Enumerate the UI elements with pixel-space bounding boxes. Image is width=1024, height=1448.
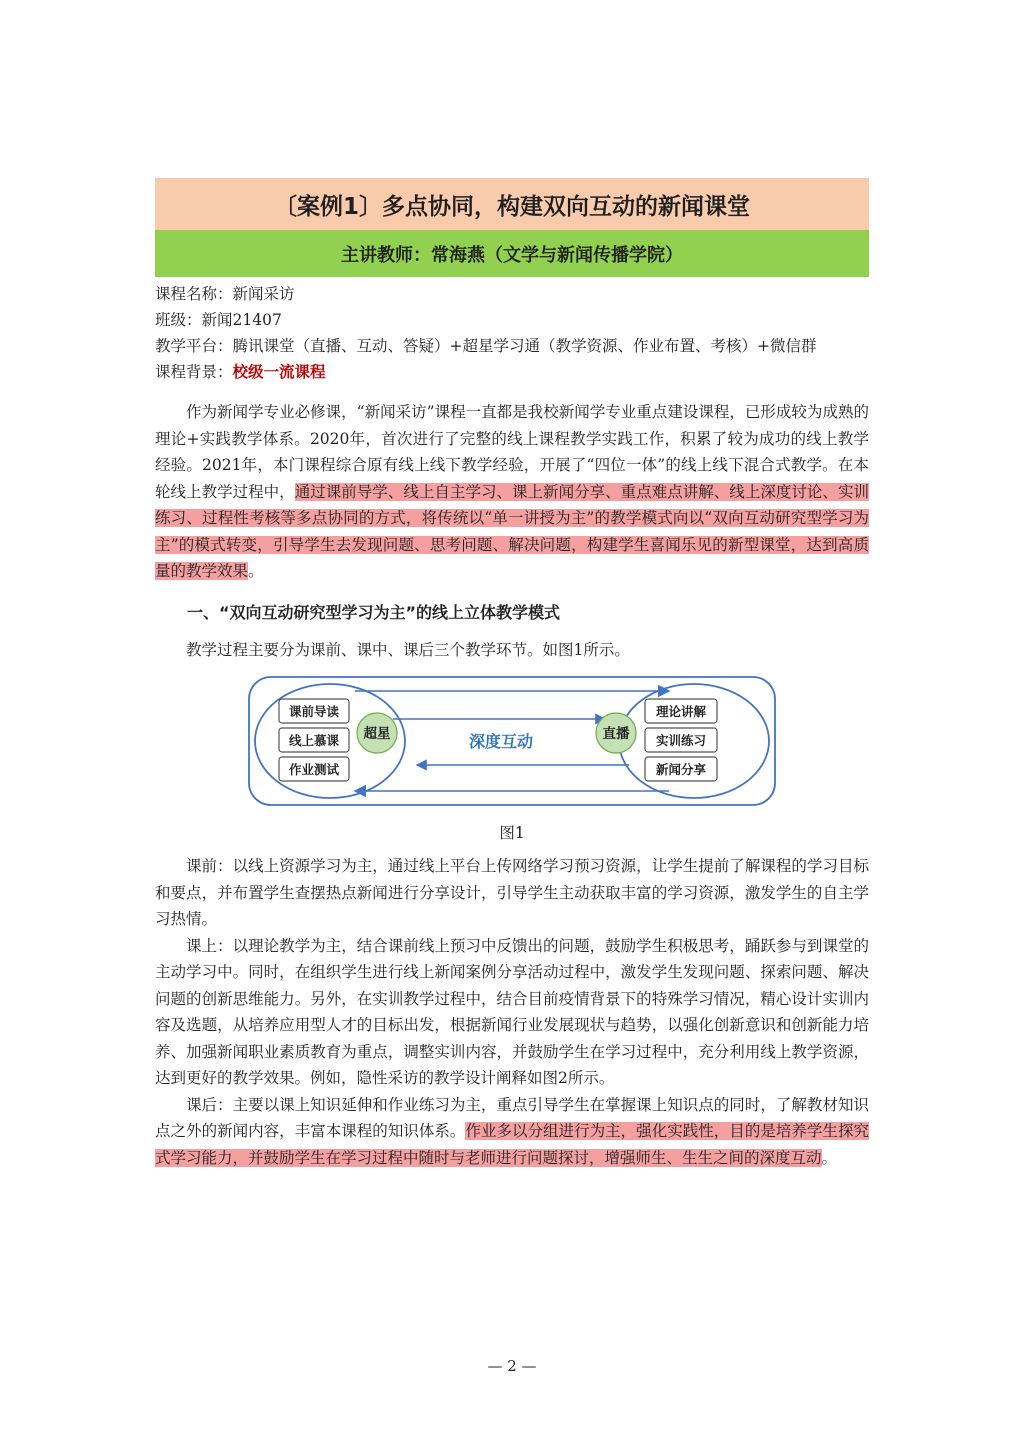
page-number: — 2 — [487,1357,537,1375]
svg-text:作业测试: 作业测试 [288,762,340,777]
left-item-2 [279,728,349,752]
class-value: 新闻21407 [201,311,282,329]
after-class-end: 。 [821,1148,838,1167]
svg-text:实训练习: 实训练习 [655,733,707,748]
document-body [155,178,869,1171]
svg-text:超星: 超星 [363,726,391,742]
teacher-banner: 主讲教师：常海燕（文学与新闻传播学院） [155,230,869,277]
after-class-highlight: 作业多以分组进行为主，强化实践性，目的是培养学生探究式学习能力，并鼓励学生在学习过程中随时与老师进行问题探讨，增强师生、生生之间的深度互动 [155,1122,869,1167]
intro-end: 。 [248,562,264,580]
intro-highlight: 通过课前导学、线上自主学习、课上新闻分享、重点难点讲解、线上深度讨论、实训练习、过程性考核等多点协同的方式，将传统以“单一讲授为主”的教学模式向以“双向互动研究型学习为主”的模式转变，引导学生去发现问题、思考问题、解决问题，构建学生喜闻乐见的新型课堂，达到高质量的教学效果 [155,482,869,580]
platform-label: 教学平台： [155,337,233,355]
intro-paragraph [155,399,869,585]
chaoxing-circle [357,713,397,753]
intro-text: 作为新闻学专业必修课，“新闻采访”课程一直都是我校新闻学专业重点建设课程，已形成较为成熟的理论+实践教学体系。2020年，首次进行了完整的线上课程教学实践工作，积累了较为成功的线上教学经验。2021年，本门课程综合原有线上线下教学经验，开展了“四位一体”的线上线下混合式教学。在本轮线上教学过程中， [155,403,869,501]
course-name-label: 课程名称： [155,285,233,303]
teaching-mode-diagram [245,673,779,809]
before-class-paragraph: 课前：以线上资源学习为主，通过线上平台上传网络学习预习资源，让学生提前了解课程的学习目标和要点，并布置学生查摆热点新闻进行分享设计，引导学生主动获取丰富的学习资源，激发学生的自主学习热情。 [155,857,869,928]
in-class-paragraph: 课上：以理论教学为主，结合课前线上预习中反馈出的问题，鼓励学生积极思考，踊跃参与到课堂的主动学习中。同时，在组织学生进行线上新闻案例分享活动过程中，激发学生发现问题、探索问题、解决问题的创新思维能力。另外，在实训教学过程中，结合目前疫情背景下的特殊学习情况，精心设计实训内容及选题，从培养应用型人才的目标出发，根据新闻行业发展现状与趋势，以强化创新意识和创新能力培养、加强新闻职业素质教育为重点，调整实训内容，并鼓励学生在学习过程中，充分利用线上教学资源，达到更好的教学效果。例如，隐性采访的教学设计阐释如图2所示。 [155,936,869,1087]
course-name-value: 新闻采访 [232,285,295,303]
course-name-row [155,281,869,307]
live-circle [596,713,636,753]
background-row [155,359,869,385]
svg-text:直播: 直播 [602,726,630,742]
left-item-3 [279,757,349,781]
left-item-1 [279,699,349,723]
svg-text:新闻分享: 新闻分享 [655,762,707,777]
after-class-paragraph [155,1092,869,1172]
figure-1 [155,673,869,809]
section-lead: 教学过程主要分为课前、课中、课后三个教学环节。如图1所示。 [186,640,630,659]
after-class-text: 课后：主要以课上知识延伸和作业练习为主，重点引导学生在掌握课上知识点的同时，了解教材知识点之外的新闻内容，丰富本课程的知识体系。 [155,1095,869,1140]
svg-text:理论讲解: 理论讲解 [655,704,707,719]
section-heading: 一、“双向互动研究型学习为主”的线上立体教学模式 [187,602,561,622]
background-label: 课程背景： [155,363,233,381]
course-meta [155,281,869,385]
svg-text:课前导读: 课前导读 [288,704,340,719]
background-value: 校级一流课程 [232,362,326,381]
right-item-3 [645,757,717,781]
class-row [155,307,869,333]
right-item-1 [645,699,717,723]
platform-row [155,333,869,359]
right-item-2 [645,728,717,752]
case-title: 〔案例1〕多点协同，构建双向互动的新闻课堂 [155,178,869,230]
platform-value: 腾讯课堂（直播、互动、答疑）+超星学习通（教学资源、作业布置、考核）+微信群 [232,337,817,355]
deep-interaction-label: 深度互动 [468,732,534,751]
svg-text:线上慕课: 线上慕课 [288,733,340,748]
class-label: 班级： [155,311,202,329]
figure-caption: 图1 [499,824,525,842]
